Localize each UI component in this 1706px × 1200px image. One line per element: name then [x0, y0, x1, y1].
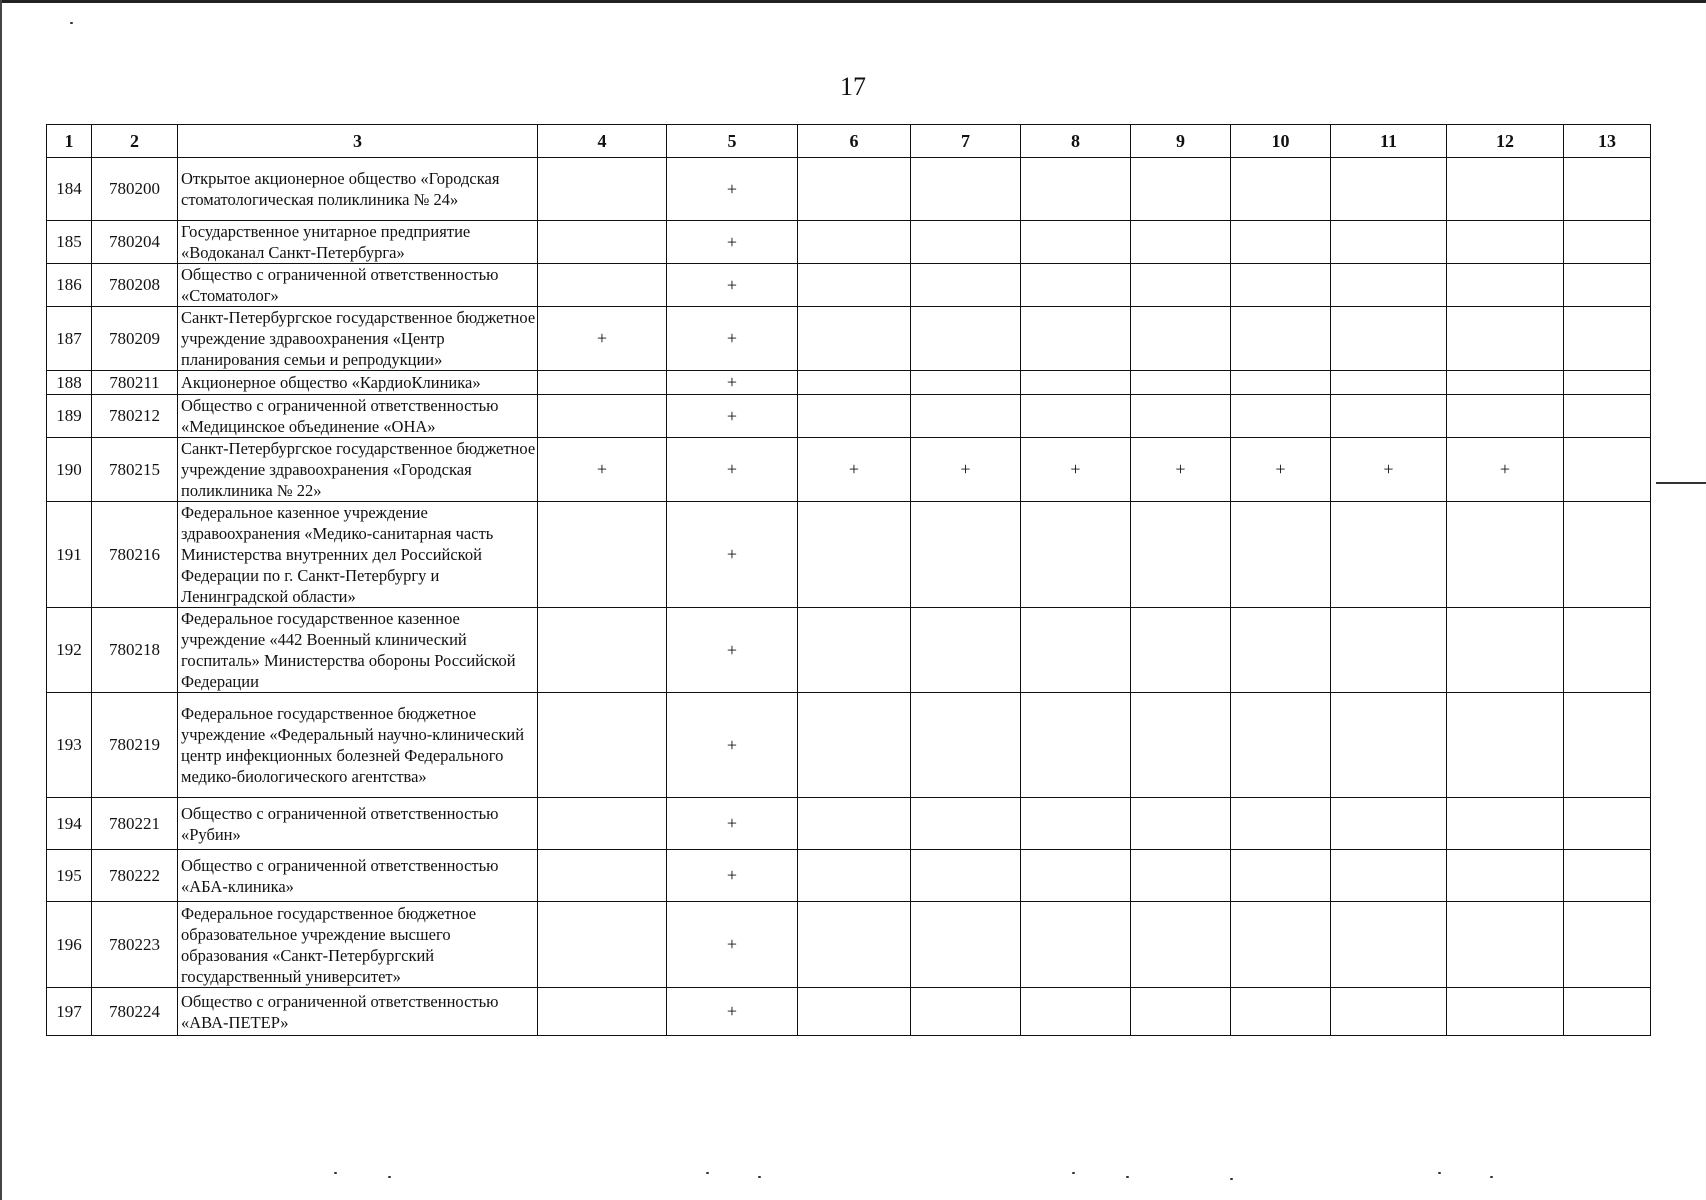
table-row	[47, 988, 1651, 1036]
column-header: 10	[1231, 125, 1331, 158]
table-row	[47, 502, 1651, 608]
mark-cell-col-12	[1447, 307, 1564, 371]
mark-cell-col-7	[911, 371, 1021, 395]
scan-speck	[70, 22, 73, 24]
mark-cell-col-6	[798, 502, 911, 608]
mark-cell-col-11	[1331, 502, 1447, 608]
registry-code: 780224	[92, 988, 178, 1036]
row-number: 184	[47, 158, 92, 221]
mark-cell-col-13	[1564, 395, 1651, 438]
mark-cell-col-9	[1131, 371, 1231, 395]
mark-cell-col-7	[911, 264, 1021, 307]
table-row	[47, 850, 1651, 902]
scan-speck	[1072, 1172, 1075, 1174]
mark-cell-col-8	[1021, 221, 1131, 264]
mark-cell-col-12: +	[1447, 438, 1564, 502]
mark-cell-col-12	[1447, 693, 1564, 798]
scan-edge-mark	[1656, 482, 1706, 484]
scan-speck	[1438, 1172, 1441, 1174]
mark-cell-col-5: +	[667, 307, 798, 371]
mark-cell-col-12	[1447, 608, 1564, 693]
mark-cell-col-9	[1131, 264, 1231, 307]
mark-cell-col-5: +	[667, 221, 798, 264]
mark-cell-col-6: +	[798, 438, 911, 502]
mark-cell-col-7: +	[911, 438, 1021, 502]
organization-name: Общество с ограниченной ответственностью «АБА-клиника»	[178, 850, 538, 902]
mark-cell-col-11	[1331, 158, 1447, 221]
mark-cell-col-4: +	[538, 307, 667, 371]
table-row	[47, 608, 1651, 693]
mark-cell-col-10	[1231, 371, 1331, 395]
mark-cell-col-13	[1564, 438, 1651, 502]
mark-cell-col-4	[538, 158, 667, 221]
mark-cell-col-7	[911, 221, 1021, 264]
mark-cell-col-5: +	[667, 438, 798, 502]
mark-cell-col-13	[1564, 264, 1651, 307]
mark-cell-col-9: +	[1131, 438, 1231, 502]
mark-cell-col-10	[1231, 693, 1331, 798]
header-row	[47, 125, 1651, 158]
mark-cell-col-4	[538, 693, 667, 798]
mark-cell-col-5: +	[667, 371, 798, 395]
mark-cell-col-13	[1564, 158, 1651, 221]
registry-code: 780222	[92, 850, 178, 902]
table-row	[47, 221, 1651, 264]
mark-cell-col-6	[798, 371, 911, 395]
mark-cell-col-8	[1021, 395, 1131, 438]
column-header: 6	[798, 125, 911, 158]
mark-cell-col-5: +	[667, 158, 798, 221]
mark-cell-col-9	[1131, 158, 1231, 221]
mark-cell-col-6	[798, 395, 911, 438]
mark-cell-col-13	[1564, 502, 1651, 608]
mark-cell-col-12	[1447, 371, 1564, 395]
mark-cell-col-4	[538, 850, 667, 902]
mark-cell-col-13	[1564, 850, 1651, 902]
mark-cell-col-5: +	[667, 988, 798, 1036]
row-number: 197	[47, 988, 92, 1036]
mark-cell-col-5: +	[667, 798, 798, 850]
mark-cell-col-13	[1564, 371, 1651, 395]
row-number: 194	[47, 798, 92, 850]
mark-cell-col-7	[911, 850, 1021, 902]
organization-name: Санкт-Петербургское государственное бюджетное учреждение здравоохранения «Городская поликлиника № 22»	[178, 438, 538, 502]
mark-cell-col-13	[1564, 798, 1651, 850]
mark-cell-col-5: +	[667, 502, 798, 608]
mark-cell-col-10	[1231, 395, 1331, 438]
registry-code: 780211	[92, 371, 178, 395]
scan-speck	[1126, 1176, 1129, 1178]
organization-name: Федеральное государственное казенное учреждение «442 Военный клинический госпиталь» Министерства обороны Российской Федерации	[178, 608, 538, 693]
mark-cell-col-11	[1331, 850, 1447, 902]
row-number: 196	[47, 902, 92, 988]
mark-cell-col-8	[1021, 693, 1131, 798]
column-header: 11	[1331, 125, 1447, 158]
scan-edge-left	[0, 0, 2, 1200]
mark-cell-col-6	[798, 902, 911, 988]
mark-cell-col-9	[1131, 693, 1231, 798]
table-row	[47, 902, 1651, 988]
registry-code: 780216	[92, 502, 178, 608]
mark-cell-col-13	[1564, 988, 1651, 1036]
table-body	[47, 158, 1651, 1036]
mark-cell-col-11	[1331, 221, 1447, 264]
scan-speck	[1230, 1178, 1233, 1180]
mark-cell-col-10	[1231, 502, 1331, 608]
mark-cell-col-10	[1231, 307, 1331, 371]
table-row	[47, 264, 1651, 307]
table-row	[47, 158, 1651, 221]
column-header: 4	[538, 125, 667, 158]
registry-code: 780209	[92, 307, 178, 371]
mark-cell-col-6	[798, 307, 911, 371]
mark-cell-col-4	[538, 264, 667, 307]
table-row	[47, 371, 1651, 395]
mark-cell-col-9	[1131, 395, 1231, 438]
mark-cell-col-11	[1331, 395, 1447, 438]
mark-cell-col-4	[538, 371, 667, 395]
row-number: 193	[47, 693, 92, 798]
mark-cell-col-9	[1131, 798, 1231, 850]
scan-speck	[706, 1172, 709, 1174]
mark-cell-col-8	[1021, 798, 1131, 850]
mark-cell-col-10	[1231, 798, 1331, 850]
mark-cell-col-6	[798, 850, 911, 902]
mark-cell-col-7	[911, 307, 1021, 371]
table-row	[47, 438, 1651, 502]
mark-cell-col-13	[1564, 902, 1651, 988]
mark-cell-col-10	[1231, 608, 1331, 693]
organization-name: Федеральное государственное бюджетное учреждение «Федеральный научно-клинический центр инфекционных болезней Федерального медико-биологического агентства»	[178, 693, 538, 798]
mark-cell-col-10: +	[1231, 438, 1331, 502]
mark-cell-col-11: +	[1331, 438, 1447, 502]
mark-cell-col-5: +	[667, 902, 798, 988]
organization-name: Акционерное общество «КардиоКлиника»	[178, 371, 538, 395]
table-row	[47, 307, 1651, 371]
scan-speck	[1490, 1176, 1493, 1178]
mark-cell-col-4	[538, 798, 667, 850]
registry-code: 780208	[92, 264, 178, 307]
mark-cell-col-11	[1331, 371, 1447, 395]
mark-cell-col-8	[1021, 307, 1131, 371]
mark-cell-col-6	[798, 608, 911, 693]
mark-cell-col-8	[1021, 850, 1131, 902]
mark-cell-col-13	[1564, 693, 1651, 798]
mark-cell-col-4	[538, 608, 667, 693]
row-number: 185	[47, 221, 92, 264]
scan-speck	[388, 1176, 391, 1178]
organization-name: Общество с ограниченной ответственностью «АВА-ПЕТЕР»	[178, 988, 538, 1036]
row-number: 192	[47, 608, 92, 693]
mark-cell-col-4	[538, 221, 667, 264]
mark-cell-col-8	[1021, 371, 1131, 395]
mark-cell-col-4	[538, 395, 667, 438]
row-number: 195	[47, 850, 92, 902]
mark-cell-col-6	[798, 158, 911, 221]
mark-cell-col-6	[798, 988, 911, 1036]
mark-cell-col-8: +	[1021, 438, 1131, 502]
organization-name: Общество с ограниченной ответственностью «Медицинское объединение «ОНА»	[178, 395, 538, 438]
mark-cell-col-6	[798, 221, 911, 264]
mark-cell-col-6	[798, 264, 911, 307]
mark-cell-col-7	[911, 502, 1021, 608]
mark-cell-col-10	[1231, 850, 1331, 902]
column-header: 5	[667, 125, 798, 158]
registry-code: 780221	[92, 798, 178, 850]
table-row	[47, 693, 1651, 798]
mark-cell-col-8	[1021, 608, 1131, 693]
mark-cell-col-11	[1331, 693, 1447, 798]
organization-name: Общество с ограниченной ответственностью «Рубин»	[178, 798, 538, 850]
column-header: 9	[1131, 125, 1231, 158]
registry-table	[46, 124, 1651, 1036]
mark-cell-col-12	[1447, 902, 1564, 988]
row-number: 189	[47, 395, 92, 438]
mark-cell-col-9	[1131, 221, 1231, 264]
mark-cell-col-8	[1021, 988, 1131, 1036]
mark-cell-col-11	[1331, 988, 1447, 1036]
mark-cell-col-13	[1564, 221, 1651, 264]
organization-name: Общество с ограниченной ответственностью «Стоматолог»	[178, 264, 538, 307]
mark-cell-col-5: +	[667, 264, 798, 307]
mark-cell-col-10	[1231, 902, 1331, 988]
mark-cell-col-12	[1447, 158, 1564, 221]
column-header: 2	[92, 125, 178, 158]
mark-cell-col-8	[1021, 502, 1131, 608]
column-header: 3	[178, 125, 538, 158]
mark-cell-col-12	[1447, 502, 1564, 608]
mark-cell-col-7	[911, 608, 1021, 693]
column-header: 7	[911, 125, 1021, 158]
mark-cell-col-11	[1331, 798, 1447, 850]
mark-cell-col-7	[911, 902, 1021, 988]
mark-cell-col-7	[911, 988, 1021, 1036]
column-header: 1	[47, 125, 92, 158]
table-row	[47, 395, 1651, 438]
registry-code: 780200	[92, 158, 178, 221]
registry-code: 780218	[92, 608, 178, 693]
mark-cell-col-4	[538, 502, 667, 608]
registry-code: 780204	[92, 221, 178, 264]
mark-cell-col-13	[1564, 608, 1651, 693]
mark-cell-col-10	[1231, 264, 1331, 307]
mark-cell-col-12	[1447, 988, 1564, 1036]
page-number: 17	[840, 72, 866, 101]
registry-code: 780223	[92, 902, 178, 988]
mark-cell-col-10	[1231, 988, 1331, 1036]
mark-cell-col-5: +	[667, 693, 798, 798]
mark-cell-col-4	[538, 902, 667, 988]
organization-name: Федеральное государственное бюджетное образовательное учреждение высшего образования «Санкт-Петербургский государственный университет»	[178, 902, 538, 988]
row-number: 191	[47, 502, 92, 608]
row-number: 188	[47, 371, 92, 395]
mark-cell-col-12	[1447, 221, 1564, 264]
mark-cell-col-9	[1131, 850, 1231, 902]
registry-code: 780219	[92, 693, 178, 798]
column-header: 8	[1021, 125, 1131, 158]
mark-cell-col-12	[1447, 798, 1564, 850]
mark-cell-col-9	[1131, 307, 1231, 371]
mark-cell-col-7	[911, 693, 1021, 798]
row-number: 190	[47, 438, 92, 502]
mark-cell-col-11	[1331, 264, 1447, 307]
mark-cell-col-4	[538, 988, 667, 1036]
mark-cell-col-5: +	[667, 608, 798, 693]
mark-cell-col-8	[1021, 264, 1131, 307]
mark-cell-col-7	[911, 158, 1021, 221]
mark-cell-col-12	[1447, 264, 1564, 307]
mark-cell-col-4: +	[538, 438, 667, 502]
mark-cell-col-8	[1021, 902, 1131, 988]
mark-cell-col-11	[1331, 307, 1447, 371]
scan-speck	[334, 1172, 337, 1174]
registry-code: 780215	[92, 438, 178, 502]
column-header: 12	[1447, 125, 1564, 158]
organization-name: Санкт-Петербургское государственное бюджетное учреждение здравоохранения «Центр планирования семьи и репродукции»	[178, 307, 538, 371]
mark-cell-col-12	[1447, 395, 1564, 438]
mark-cell-col-9	[1131, 902, 1231, 988]
mark-cell-col-7	[911, 395, 1021, 438]
mark-cell-col-6	[798, 798, 911, 850]
row-number: 186	[47, 264, 92, 307]
mark-cell-col-9	[1131, 502, 1231, 608]
organization-name: Открытое акционерное общество «Городская стоматологическая поликлиника № 24»	[178, 158, 538, 221]
organization-name: Государственное унитарное предприятие «Водоканал Санкт-Петербурга»	[178, 221, 538, 264]
table-row	[47, 798, 1651, 850]
mark-cell-col-7	[911, 798, 1021, 850]
mark-cell-col-8	[1021, 158, 1131, 221]
registry-code: 780212	[92, 395, 178, 438]
mark-cell-col-5: +	[667, 850, 798, 902]
mark-cell-col-10	[1231, 221, 1331, 264]
mark-cell-col-9	[1131, 608, 1231, 693]
column-header: 13	[1564, 125, 1651, 158]
mark-cell-col-5: +	[667, 395, 798, 438]
scan-edge-top	[0, 0, 1706, 3]
mark-cell-col-6	[798, 693, 911, 798]
mark-cell-col-13	[1564, 307, 1651, 371]
mark-cell-col-11	[1331, 608, 1447, 693]
mark-cell-col-11	[1331, 902, 1447, 988]
mark-cell-col-9	[1131, 988, 1231, 1036]
scan-speck	[758, 1176, 761, 1178]
mark-cell-col-12	[1447, 850, 1564, 902]
mark-cell-col-10	[1231, 158, 1331, 221]
row-number: 187	[47, 307, 92, 371]
organization-name: Федеральное казенное учреждение здравоохранения «Медико-санитарная часть Министерства внутренних дел Российской Федерации по г. Санкт-Петербургу и Ленинградской области»	[178, 502, 538, 608]
